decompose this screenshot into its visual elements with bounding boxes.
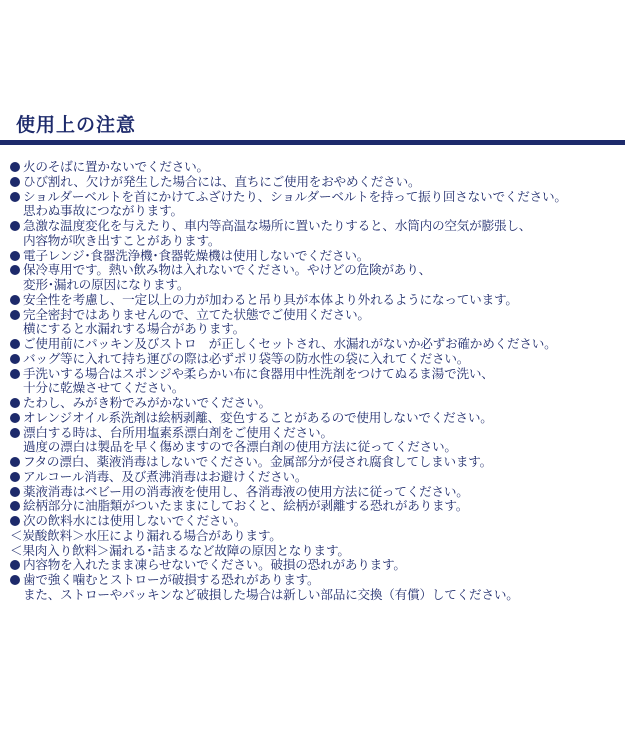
bullet-dot-icon	[10, 354, 20, 364]
caution-text: 完全密封ではありませんので、立てた状態でご使用ください。	[23, 307, 370, 322]
caution-text: フタの漂白、薬液消毒はしないでください。金属部分が侵され腐食してしまいます。	[23, 455, 493, 469]
bullet-dot-icon	[10, 413, 20, 423]
caution-item	[10, 367, 618, 382]
caution-text: ひび割れ、欠けが発生した場合には、直ちにご使用をおやめください。	[23, 174, 421, 189]
bullet-dot-icon	[10, 295, 20, 305]
page-title: 使用上の注意	[16, 114, 137, 136]
title-divider	[0, 140, 625, 145]
caution-item	[10, 573, 618, 588]
caution-text: 思わぬ事故につながります。	[23, 204, 183, 219]
caution-item	[10, 411, 618, 426]
caution-item	[10, 499, 618, 514]
caution-text: アルコール消毒、及び煮沸消毒はお避けください。	[23, 469, 308, 484]
caution-text: 急激な温度変化を与えたり、車内等高温な場所に置いたりすると、水筒内の空気が膨張し、	[23, 219, 532, 233]
bullet-dot-icon	[10, 428, 20, 438]
caution-text: 十分に乾燥させてください。	[23, 381, 185, 396]
bullet-dot-icon	[10, 221, 20, 231]
caution-text: たわし、みがき粉でみがかないでください。	[23, 396, 271, 410]
caution-item	[10, 249, 618, 264]
caution-item	[10, 485, 618, 500]
caution-item	[10, 308, 618, 323]
bullet-dot-icon	[10, 457, 20, 467]
caution-item-continuation	[10, 544, 618, 559]
caution-item	[10, 352, 618, 367]
caution-text: 電子レンジ･食器洗浄機･食器乾燥機は使用しないでください。	[23, 248, 370, 263]
bullet-dot-icon	[10, 177, 20, 187]
bullet-dot-icon	[10, 516, 20, 526]
bullet-dot-icon	[10, 369, 20, 379]
caution-text: バッグ等に入れて持ち運びの際は必ずポリ袋等の防水性の袋に入れてください。	[23, 351, 470, 366]
bullet-dot-icon	[10, 265, 20, 275]
bullet-dot-icon	[10, 398, 20, 408]
bullet-dot-icon	[10, 472, 20, 482]
bullet-dot-icon	[10, 487, 20, 497]
bullet-dot-icon	[10, 339, 20, 349]
bullet-dot-icon	[10, 501, 20, 511]
caution-text: 内容物を入れたまま凍らせないでください。破損の恐れがあります。	[23, 558, 406, 573]
caution-text: 安全性を考慮し、一定以上の力が加わると吊り具が本体より外れるようになっています。	[23, 292, 518, 307]
caution-text: オレンジオイル系洗剤は絵柄剥離、変色することがあるので使用しないでください。	[23, 410, 493, 425]
caution-text: 絵柄部分に油脂類がついたままにしておくと、絵柄が剥離する恐れがあります。	[23, 499, 469, 514]
caution-item	[10, 558, 618, 573]
caution-item	[10, 293, 618, 308]
caution-item	[10, 263, 618, 278]
caution-item	[10, 175, 618, 190]
caution-item	[10, 337, 618, 352]
caution-text: 歯で強く噛むとストローが破損する恐れがあります。	[23, 573, 320, 587]
caution-text: ショルダーベルトを首にかけてふざけたり、ショルダーベルトを持って振り回さないでください。	[23, 189, 567, 204]
caution-text: 漂白する時は、台所用塩素系漂白剤をご使用ください。	[23, 425, 333, 440]
caution-list	[10, 160, 618, 603]
bullet-dot-icon	[10, 575, 20, 585]
caution-item-continuation	[10, 278, 618, 293]
caution-text: ＜果肉入り飲料＞漏れる･詰まるなど故障の原因となります。	[10, 543, 350, 558]
caution-item	[10, 514, 618, 529]
bullet-dot-icon	[10, 560, 20, 570]
caution-text: 保冷専用です。熱い飲み物は入れないでください。やけどの危険があり、	[23, 263, 431, 278]
caution-text: 火のそばに置かないでください。	[23, 160, 209, 174]
caution-item-continuation	[10, 322, 618, 337]
bullet-dot-icon	[10, 162, 20, 172]
caution-text: 次の飲料水には使用しないでください。	[23, 514, 247, 528]
caution-item-continuation	[10, 204, 618, 219]
caution-item-continuation	[10, 381, 618, 396]
caution-item	[10, 160, 618, 175]
bullet-dot-icon	[10, 251, 20, 261]
caution-text: 内容物が吹き出すことがあります。	[23, 233, 221, 248]
caution-item	[10, 190, 618, 205]
caution-text: 過度の漂白は製品を早く傷めますので各漂白剤の使用方法に従ってください。	[23, 440, 457, 455]
caution-item	[10, 396, 618, 411]
caution-text: また、ストローやパッキンなど破損した場合は新しい部品に交換（有償）してください。	[23, 587, 519, 602]
caution-text: ご使用前にパッキン及びストロ が正しくセットされ、水漏れがないか必ずお確かめください。	[23, 337, 557, 351]
caution-item-continuation	[10, 440, 618, 455]
caution-item	[10, 219, 618, 234]
caution-item-continuation	[10, 588, 618, 603]
bullet-dot-icon	[10, 310, 20, 320]
caution-text: 手洗いする場合はスポンジや柔らかい布に食器用中性洗剤をつけてぬるま湯で洗い、	[23, 366, 494, 381]
caution-text: 薬液消毒はベビー用の消毒液を使用し、各消毒液の使用方法に従ってください。	[23, 484, 469, 499]
caution-text: 横にすると水漏れする場合があります。	[23, 322, 246, 337]
caution-item-continuation	[10, 234, 618, 249]
caution-item	[10, 426, 618, 441]
caution-item	[10, 455, 618, 470]
bullet-dot-icon	[10, 192, 20, 202]
caution-text: 変形･漏れの原因になります。	[23, 278, 190, 292]
caution-item	[10, 470, 618, 485]
caution-text: ＜炭酸飲料＞水圧により漏れる場合があります。	[10, 528, 282, 543]
caution-item-continuation	[10, 529, 618, 544]
